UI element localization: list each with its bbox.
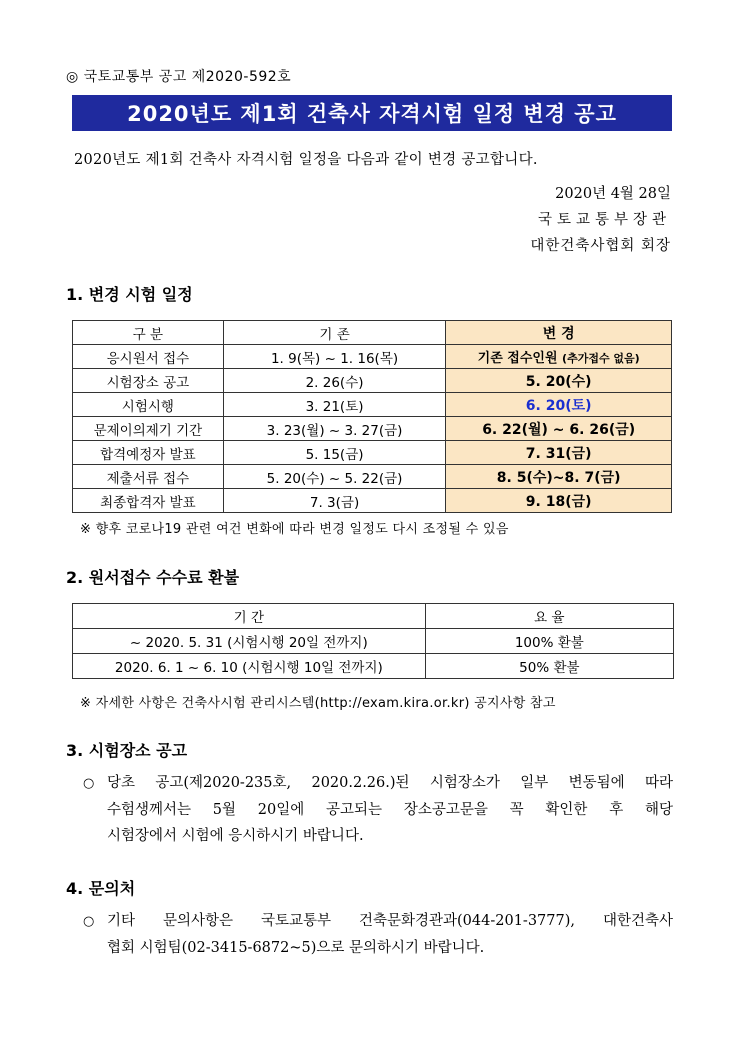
row-before: 1. 9(목) ~ 1. 16(목) bbox=[223, 345, 446, 369]
row-before: 5. 20(수) ~ 5. 22(금) bbox=[223, 465, 446, 489]
paragraph-line: 수험생께서는 5월 20일에 공고되는 장소공고문을 꼭 확인한 후 해당 bbox=[107, 802, 673, 818]
header-rate: 요 율 bbox=[425, 604, 673, 629]
row-item: 시험장소 공고 bbox=[73, 369, 224, 393]
table-row bbox=[73, 489, 672, 513]
table-row bbox=[73, 465, 672, 489]
row-item: 응시원서 접수 bbox=[73, 345, 224, 369]
section-2-title: 2. 원서접수 수수료 환불 bbox=[66, 568, 240, 587]
schedule-note: ※ 향후 코로나19 관련 여건 변화에 따라 변경 일정도 다시 조정될 수 있음 bbox=[80, 522, 509, 537]
row-before: 2. 26(수) bbox=[223, 369, 446, 393]
signature-minister: 국토교통부장관 bbox=[537, 212, 671, 228]
row-before: 3. 23(월) ~ 3. 27(금) bbox=[223, 417, 446, 441]
row-after-sub: (추가접수 없음) bbox=[562, 352, 640, 365]
table-header-row bbox=[73, 604, 674, 629]
refund-table bbox=[72, 603, 674, 679]
notice-number: ◎ 국토교통부 공고 제2020-592호 bbox=[66, 69, 292, 85]
row-period: ~ 2020. 5. 31 (시험시행 20일 전까지) bbox=[73, 629, 426, 654]
table-row bbox=[73, 369, 672, 393]
row-rate: 50% 환불 bbox=[425, 654, 673, 679]
table-row bbox=[73, 393, 672, 417]
page-title: 2020년도 제1회 건축사 자격시험 일정 변경 공고 bbox=[72, 95, 672, 131]
refund-note: ※ 자세한 사항은 건축사시험 관리시스템(http://exam.kira.or.kr) 공지사항 참고 bbox=[80, 696, 556, 711]
row-before: 7. 3(금) bbox=[223, 489, 446, 513]
section-4-title: 4. 문의처 bbox=[66, 879, 136, 898]
table-row bbox=[73, 417, 672, 441]
header-category: 구 분 bbox=[73, 321, 224, 345]
paragraph-line: 기타 문의사항은 국토교통부 건축문화경관과(044-201-3777), 대한건축사 bbox=[107, 913, 673, 929]
table-row bbox=[73, 441, 672, 465]
row-after: 5. 20(수) bbox=[446, 369, 672, 393]
row-rate: 100% 환불 bbox=[425, 629, 673, 654]
row-after: 7. 31(금) bbox=[446, 441, 672, 465]
bullet-icon: ○ bbox=[83, 914, 95, 929]
section-4-paragraph bbox=[83, 908, 673, 961]
row-before: 5. 15(금) bbox=[223, 441, 446, 465]
schedule-table bbox=[72, 320, 672, 513]
header-period: 기 간 bbox=[73, 604, 426, 629]
row-after: 8. 5(수)~8. 7(금) bbox=[446, 465, 672, 489]
paragraph-line: 시험장에서 시험에 응시하시기 바랍니다. bbox=[107, 828, 364, 844]
row-after bbox=[446, 345, 672, 369]
row-item: 문제이의제기 기간 bbox=[73, 417, 224, 441]
header-after: 변 경 bbox=[446, 321, 672, 345]
row-item: 시험시행 bbox=[73, 393, 224, 417]
section-3-paragraph bbox=[83, 770, 673, 849]
table-row bbox=[73, 629, 674, 654]
row-after: 6. 22(월) ~ 6. 26(금) bbox=[446, 417, 672, 441]
section-1-title: 1. 변경 시험 일정 bbox=[66, 285, 193, 304]
row-period: 2020. 6. 1 ~ 6. 10 (시험시행 10일 전까지) bbox=[73, 654, 426, 679]
signature-date: 2020년 4월 28일 bbox=[555, 186, 671, 202]
row-item: 합격예정자 발표 bbox=[73, 441, 224, 465]
paragraph-line: 협회 시험팀(02-3415-6872~5)으로 문의하시기 바랍니다. bbox=[107, 940, 485, 956]
header-before: 기 존 bbox=[223, 321, 446, 345]
row-after-exam-date: 6. 20(토) bbox=[446, 393, 672, 417]
row-after-main: 기존 접수인원 bbox=[477, 351, 558, 366]
table-row bbox=[73, 654, 674, 679]
bullet-icon: ○ bbox=[83, 776, 95, 791]
row-after: 9. 18(금) bbox=[446, 489, 672, 513]
table-header-row bbox=[73, 321, 672, 345]
table-row bbox=[73, 345, 672, 369]
row-before: 3. 21(토) bbox=[223, 393, 446, 417]
section-3-title: 3. 시험장소 공고 bbox=[66, 741, 188, 760]
row-item: 제출서류 접수 bbox=[73, 465, 224, 489]
paragraph-line: 당초 공고(제2020-235호, 2020.2.26.)된 시험장소가 일부 변동됨에 따라 bbox=[107, 775, 673, 791]
intro-text: 2020년도 제1회 건축사 자격시험 일정을 다음과 같이 변경 공고합니다. bbox=[74, 152, 538, 168]
signature-association: 대한건축사협회 회장 bbox=[530, 238, 671, 254]
row-item: 최종합격자 발표 bbox=[73, 489, 224, 513]
